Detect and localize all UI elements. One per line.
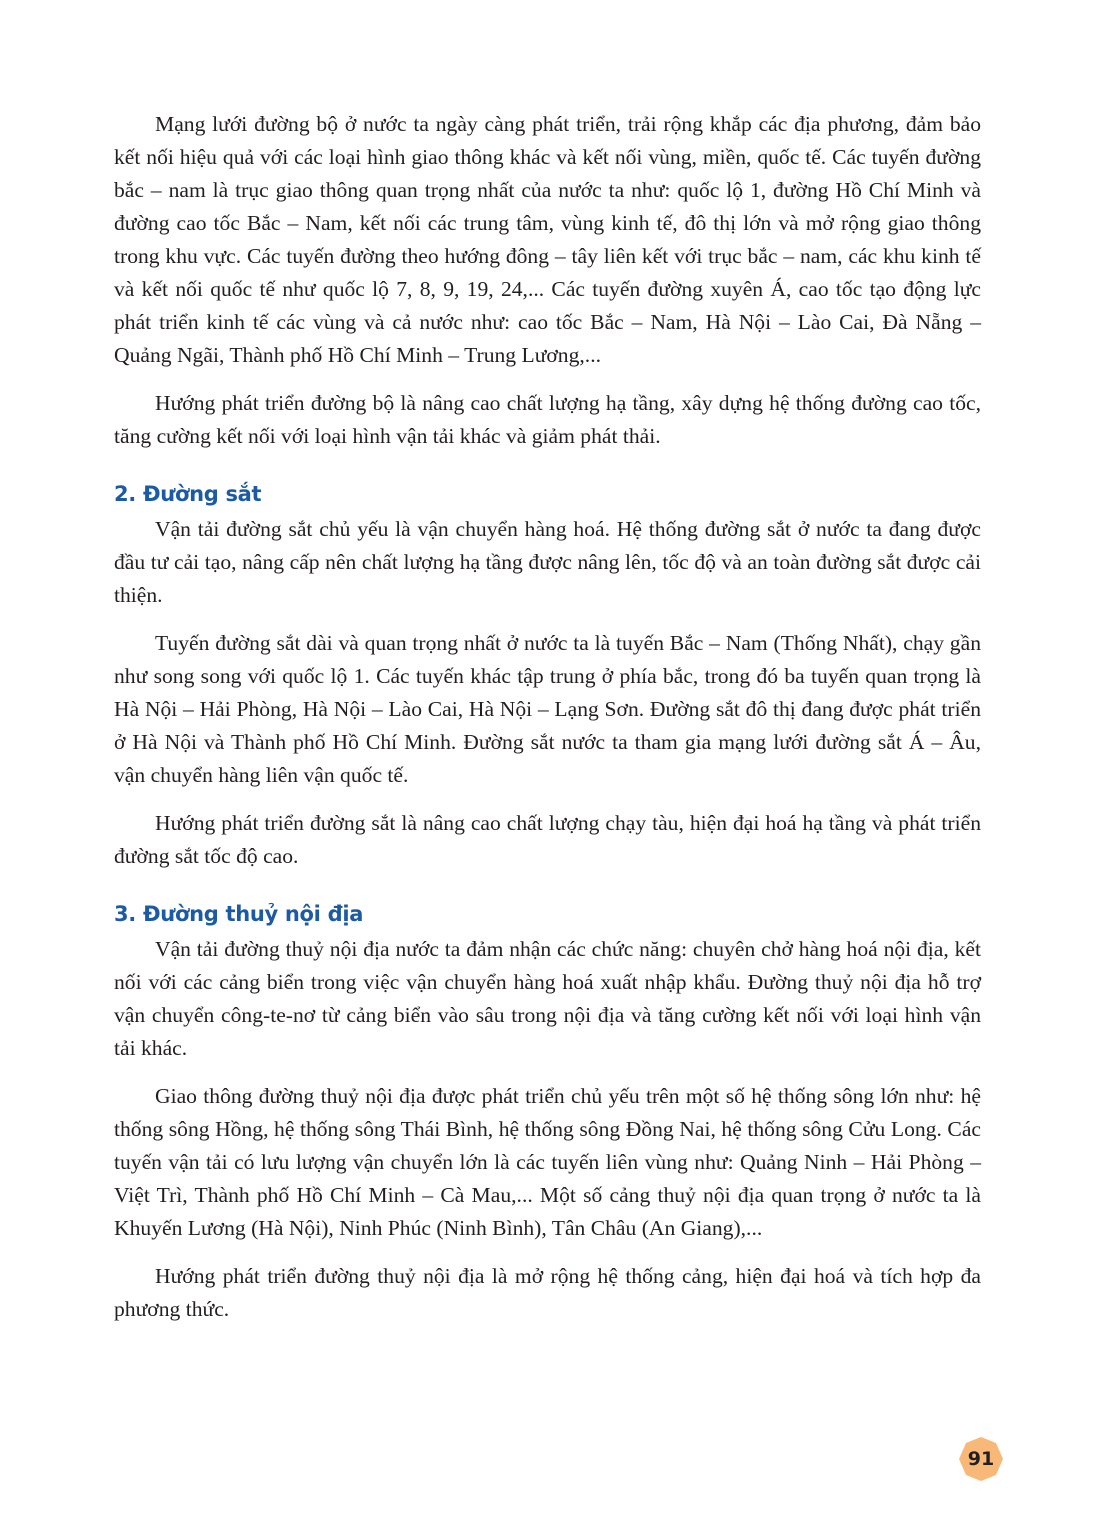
page-number-badge: [958, 1436, 1004, 1482]
page-content: [114, 108, 981, 1341]
page-number: 91: [967, 1448, 995, 1470]
section-heading-railway: 2. Đường sắt: [114, 482, 262, 506]
paragraph-waterway-development: Hướng phát triển đường thuỷ nội địa là mở rộng hệ thống cảng, hiện đại hoá và tích hợp đa phương thức.: [114, 1264, 981, 1321]
paragraph-waterway-systems: Giao thông đường thuỷ nội địa được phát triển chủ yếu trên một số hệ thống sông lớn như: hệ thống sông Hồng, hệ thống sông Thái Bình, hệ thống sông Đồng Nai, hệ thống sông Cửu Long. Các tuyến vận tải có lưu lượng vận chuyển lớn là các tuyến liên vùng như: Quảng Ninh – Hải Phòng – Việt Trì, Thành phố Hồ Chí Minh – Cà Mau,... Một số cảng thuỷ nội địa quan trọng ở nước ta là Khuyến Lương (Hà Nội), Ninh Phúc (Ninh Bình), Tân Châu (An Giang),...: [114, 1084, 981, 1240]
paragraph-railway-development: Hướng phát triển đường sắt là nâng cao chất lượng chạy tàu, hiện đại hoá hạ tầng và phát triển đường sắt tốc độ cao.: [114, 811, 981, 868]
paragraph-railway-freight: Vận tải đường sắt chủ yếu là vận chuyển hàng hoá. Hệ thống đường sắt ở nước ta đang được đầu tư cải tạo, nâng cấp nên chất lượng hạ tầng được nâng lên, tốc độ và an toàn đường sắt được cải thiện.: [114, 517, 981, 607]
section-heading-inland-waterway: 3. Đường thuỷ nội địa: [114, 902, 364, 926]
paragraph-road-network: Mạng lưới đường bộ ở nước ta ngày càng phát triển, trải rộng khắp các địa phương, đảm bảo kết nối hiệu quả với các loại hình giao thông khác và kết nối vùng, miền, quốc tế. Các tuyến đường bắc – nam là trục giao thông quan trọng nhất của nước ta như: quốc lộ 1, đường Hồ Chí Minh và đường cao tốc Bắc – Nam, kết nối các trung tâm, vùng kinh tế, đô thị lớn và mở rộng giao thông trong khu vực. Các tuyến đường theo hướng đông – tây liên kết với trục bắc – nam, các khu kinh tế và kết nối quốc tế như quốc lộ 7, 8, 9, 19, 24,... Các tuyến đường xuyên Á, cao tốc tạo động lực phát triển kinh tế các vùng và cả nước như: cao tốc Bắc – Nam, Hà Nội – Lào Cai, Đà Nẵng – Quảng Ngãi, Thành phố Hồ Chí Minh – Trung Lương,...: [114, 112, 981, 367]
paragraph-railway-routes: Tuyến đường sắt dài và quan trọng nhất ở nước ta là tuyến Bắc – Nam (Thống Nhất), chạy gần như song song với quốc lộ 1. Các tuyến khác tập trung ở phía bắc, trong đó ba tuyến quan trọng là Hà Nội – Hải Phòng, Hà Nội – Lào Cai, Hà Nội – Lạng Sơn. Đường sắt đô thị đang được phát triển ở Hà Nội và Thành phố Hồ Chí Minh. Đường sắt nước ta tham gia mạng lưới đường sắt Á – Âu, vận chuyển hàng liên vận quốc tế.: [114, 631, 981, 787]
paragraph-road-development: Hướng phát triển đường bộ là nâng cao chất lượng hạ tầng, xây dựng hệ thống đường cao tốc, tăng cường kết nối với loại hình vận tải khác và giảm phát thải.: [114, 391, 981, 448]
paragraph-waterway-functions: Vận tải đường thuỷ nội địa nước ta đảm nhận các chức năng: chuyên chở hàng hoá nội địa, kết nối với các cảng biển trong việc vận chuyển hàng hoá xuất nhập khẩu. Đường thuỷ nội địa hỗ trợ vận chuyển công-te-nơ từ cảng biển vào sâu trong nội địa và tăng cường kết nối với loại hình vận tải khác.: [114, 937, 981, 1060]
